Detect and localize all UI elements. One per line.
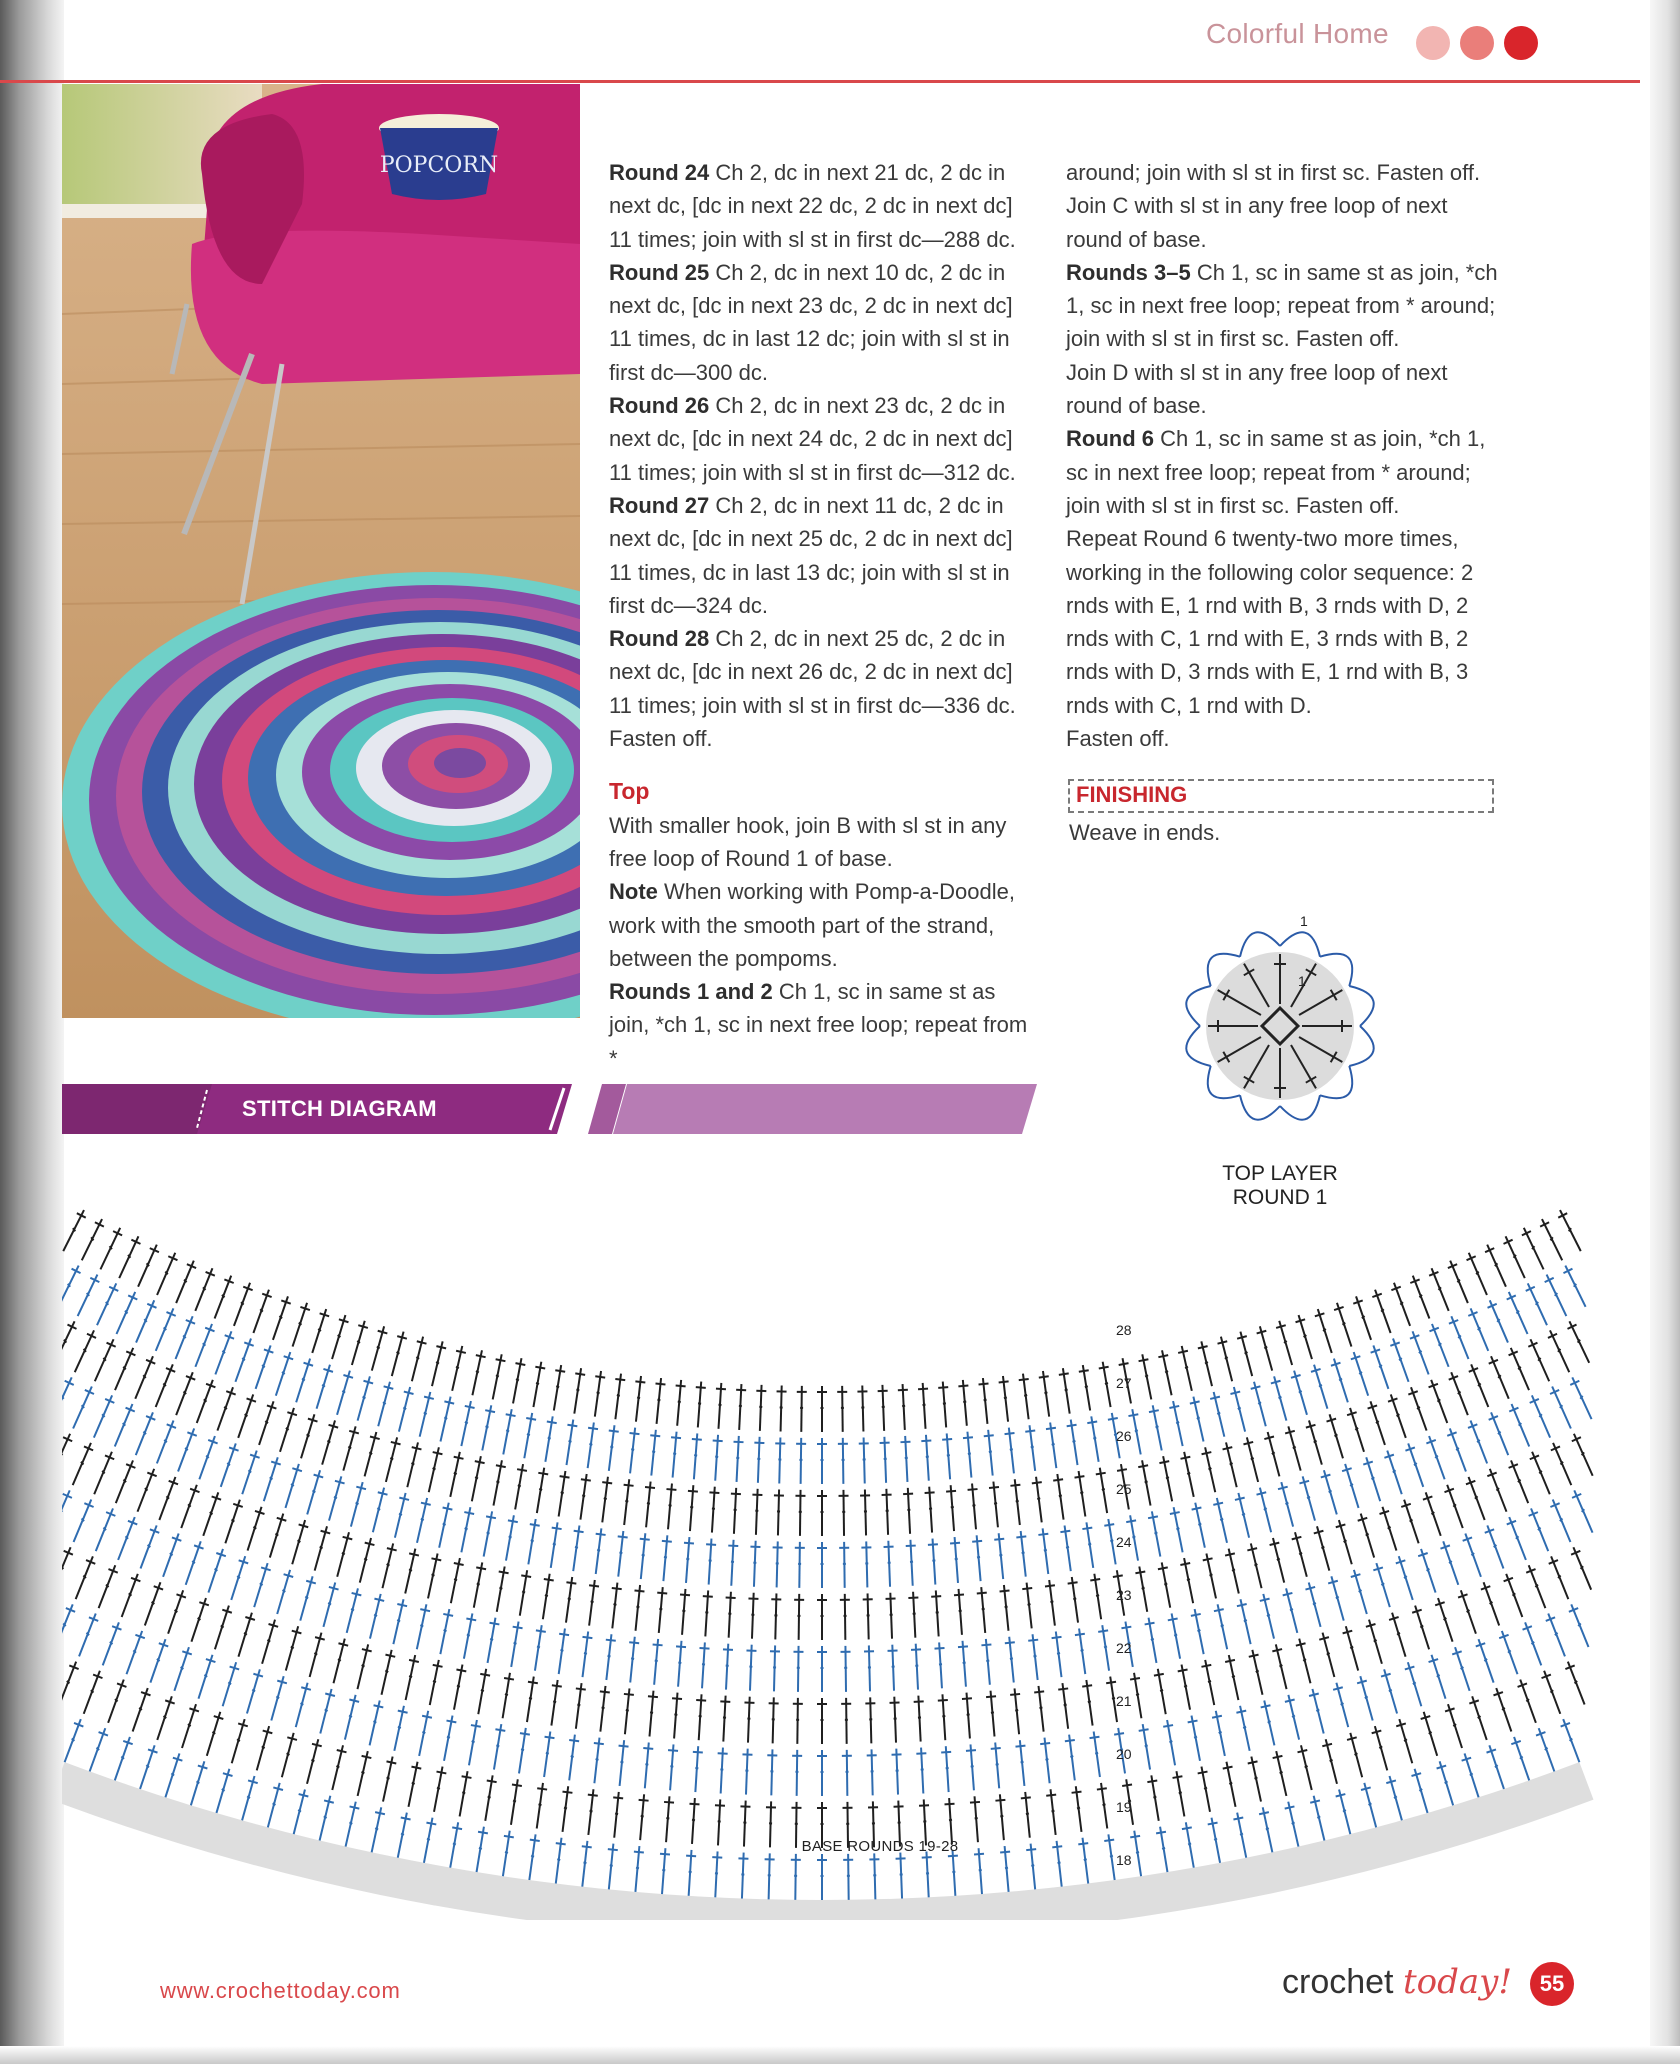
round-26: Round 26 Ch 2, dc in next 23 dc, 2 dc in next dc, [dc in next 24 dc, 2 dc in next dc] 11 times; join with sl st in first dc—312 dc. bbox=[609, 393, 1016, 485]
top-layer-caption: TOP LAYER ROUND 1 bbox=[1222, 1162, 1338, 1209]
popcorn-bowl bbox=[379, 114, 499, 200]
spine-shadow bbox=[0, 0, 64, 2064]
stitch-diagram-label: STITCH DIAGRAM bbox=[242, 1096, 437, 1121]
running-head bbox=[1180, 14, 1660, 64]
finishing-text: Weave in ends. bbox=[1069, 820, 1221, 845]
instructions-column-b bbox=[1066, 156, 1498, 755]
round-marker: 1 bbox=[1300, 913, 1308, 929]
round-number-label: 22 bbox=[1116, 1640, 1132, 1656]
rug-photo bbox=[62, 84, 580, 1018]
round-27: Round 27 Ch 2, dc in next 11 dc, 2 dc in next dc, [dc in next 25 dc, 2 dc in next dc] 11 times, dc in last 13 dc; join with sl st in first dc—324 dc. bbox=[609, 492, 1013, 618]
top-heading: Top bbox=[609, 778, 650, 805]
round-number-label: 21 bbox=[1116, 1693, 1132, 1709]
decor-dot bbox=[1504, 26, 1538, 60]
round-6: Round 6 Ch 1, sc in same st as join, *ch 1, sc in next free loop; repeat from * around; join with sl st in first sc. Fasten off. bbox=[1066, 426, 1486, 518]
round-number-label: 24 bbox=[1116, 1534, 1132, 1550]
section-title: Colorful Home bbox=[1206, 18, 1389, 49]
footer-url[interactable]: www.crochettoday.com bbox=[160, 1978, 401, 2003]
base-rounds-caption: BASE ROUNDS 19-28 bbox=[801, 1838, 959, 1855]
round-number-label: 18 bbox=[1116, 1852, 1132, 1868]
round-number-label: 27 bbox=[1116, 1375, 1132, 1391]
paragraph: Join D with sl st in any free loop of next round of base. bbox=[1066, 359, 1448, 419]
round-number-label: 20 bbox=[1116, 1746, 1132, 1762]
stitch-diagram-banner bbox=[62, 1084, 1042, 1134]
top-layer-diagram bbox=[1150, 896, 1410, 1156]
decor-dot bbox=[1460, 26, 1494, 60]
rounds-3-5: Rounds 3–5 Ch 1, sc in same st as join, *ch 1, sc in next free loop; repeat from * around; join with sl st in first sc. Fasten off. bbox=[1066, 259, 1498, 352]
top-note: Note When working with Pomp-a-Doodle, work with the smooth part of the strand, between the pompoms. bbox=[609, 879, 1015, 971]
decor-dot bbox=[1416, 26, 1450, 60]
page-number: 55 bbox=[1530, 1962, 1574, 2006]
finishing-box bbox=[1068, 779, 1494, 813]
round-marker: 1 bbox=[1298, 973, 1306, 989]
base-rounds-diagram bbox=[62, 1200, 1602, 1920]
round-number-label: 19 bbox=[1116, 1799, 1132, 1815]
round-24: Round 24 Ch 2, dc in next 21 dc, 2 dc in next dc, [dc in next 22 dc, 2 dc in next dc] 11 times; join with sl st in first dc—288 dc. bbox=[609, 160, 1016, 252]
header-rule bbox=[0, 80, 1640, 83]
top-intro: With smaller hook, join B with sl st in any free loop of Round 1 of base. bbox=[609, 812, 1007, 871]
finishing-heading: FINISHING bbox=[1076, 782, 1188, 807]
round-25: Round 25 Ch 2, dc in next 10 dc, 2 dc in next dc, [dc in next 23 dc, 2 dc in next dc] 11 times, dc in last 12 dc; join with sl st in first dc—300 dc. bbox=[609, 259, 1013, 385]
paragraph: Fasten off. bbox=[1066, 726, 1170, 752]
round-number-label: 26 bbox=[1116, 1428, 1132, 1444]
round-number-label: 23 bbox=[1116, 1587, 1132, 1603]
paragraph: Join C with sl st in any free loop of next round of base. bbox=[1066, 193, 1448, 252]
footer-brand: crochet today! bbox=[1282, 1962, 1512, 2002]
bottom-shadow bbox=[0, 2046, 1680, 2064]
round-number-label: 25 bbox=[1116, 1481, 1132, 1497]
instructions-column-a bbox=[609, 156, 1039, 1075]
color-sequence: Repeat Round 6 twenty-two more times, working in the following color sequence: 2 rnds with E, 1 rnd with B, 3 rnds with D, 2 rnds with C, 1 rnd with E, 3 rnds with B, 2 rnds with D, 3 rnds with E, 1 rnd with B, 3 rnds with C, 1 rnd with D. bbox=[1066, 526, 1474, 718]
bowl-label: POPCORN bbox=[379, 153, 499, 178]
round-number-label: 28 bbox=[1116, 1322, 1132, 1338]
round-28: Round 28 Ch 2, dc in next 25 dc, 2 dc in next dc, [dc in next 26 dc, 2 dc in next dc] 11 times; join with sl st in first dc—336 dc. Fasten off. bbox=[609, 626, 1016, 752]
rounds-1-2: Rounds 1 and 2 Ch 1, sc in same st as join, *ch 1, sc in next free loop; repeat from * bbox=[609, 979, 1028, 1071]
page-edge bbox=[1650, 0, 1680, 2064]
paragraph: around; join with sl st in first sc. Fasten off. bbox=[1066, 160, 1481, 185]
